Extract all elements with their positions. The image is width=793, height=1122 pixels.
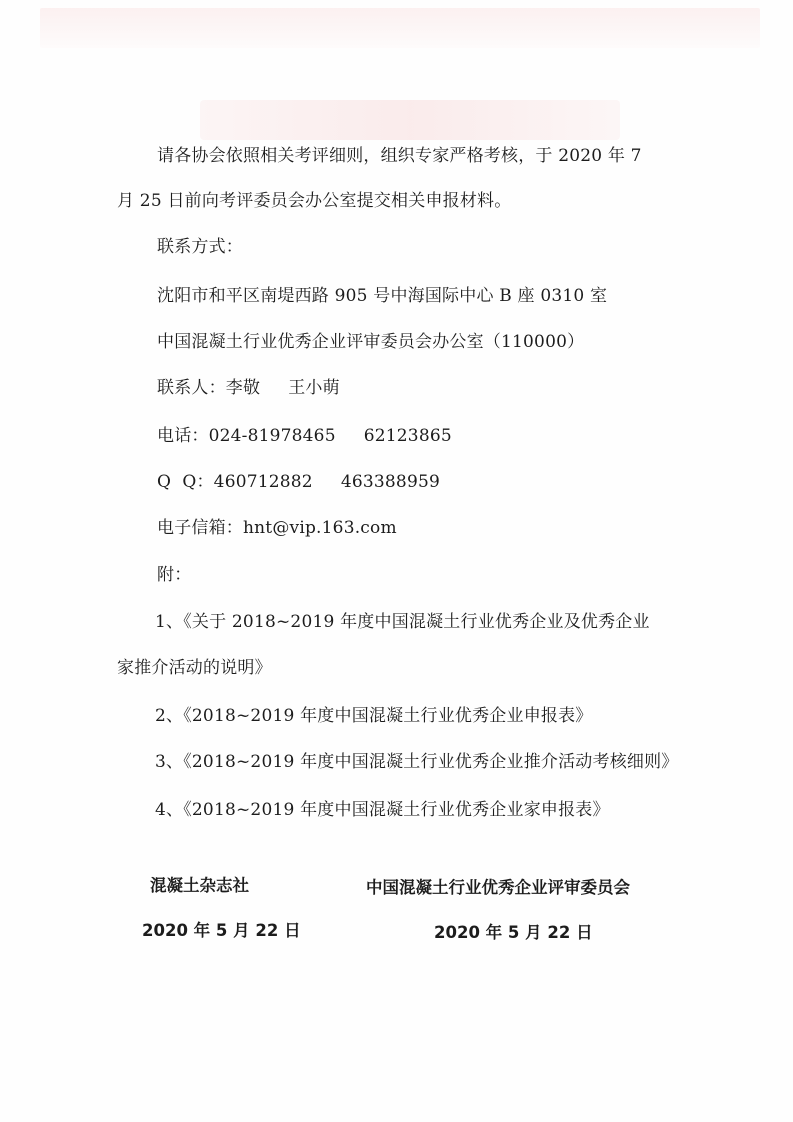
contact-heading: 联系方式： xyxy=(157,237,243,257)
paragraph-line-2: 月 25 日前向考评委员会办公室提交相关申报材料。 xyxy=(117,191,512,211)
attachment-4: 4、《2018~2019 年度中国混凝土行业优秀企业家申报表》 xyxy=(155,800,610,820)
contact-qq: Q Q：460712882 463388959 xyxy=(157,472,440,492)
attachment-1-line-1: 1、《关于 2018~2019 年度中国混凝土行业优秀企业及优秀企业 xyxy=(155,612,650,632)
contact-phone: 电话：024-81978465 62123865 xyxy=(157,426,452,446)
contact-address: 沈阳市和平区南堤西路 905 号中海国际中心 B 座 0310 室 xyxy=(157,286,608,306)
contact-persons: 联系人：李敬 王小萌 xyxy=(157,378,340,398)
contact-email: 电子信箱：hnt@vip.163.com xyxy=(157,518,397,538)
signature-right-org: 中国混凝土行业优秀企业评审委员会 xyxy=(366,878,630,897)
signature-left-date: 2020 年 5 月 22 日 xyxy=(142,921,301,940)
contact-office: 中国混凝土行业优秀企业评审委员会办公室（110000） xyxy=(157,332,585,352)
title-bleed xyxy=(200,100,620,140)
signature-left-org: 混凝土杂志社 xyxy=(150,876,249,895)
signature-right-date: 2020 年 5 月 22 日 xyxy=(434,923,593,942)
paragraph-line-1: 请各协会依照相关考评细则，组织专家严格考核，于 2020 年 7 xyxy=(157,146,642,166)
letterhead-bleed xyxy=(40,8,760,48)
attachments-heading: 附： xyxy=(157,565,192,585)
attachment-1-line-2: 家推介活动的说明》 xyxy=(117,658,272,678)
attachment-3: 3、《2018~2019 年度中国混凝土行业优秀企业推介活动考核细则》 xyxy=(155,752,679,772)
attachment-2: 2、《2018~2019 年度中国混凝土行业优秀企业申报表》 xyxy=(155,706,593,726)
